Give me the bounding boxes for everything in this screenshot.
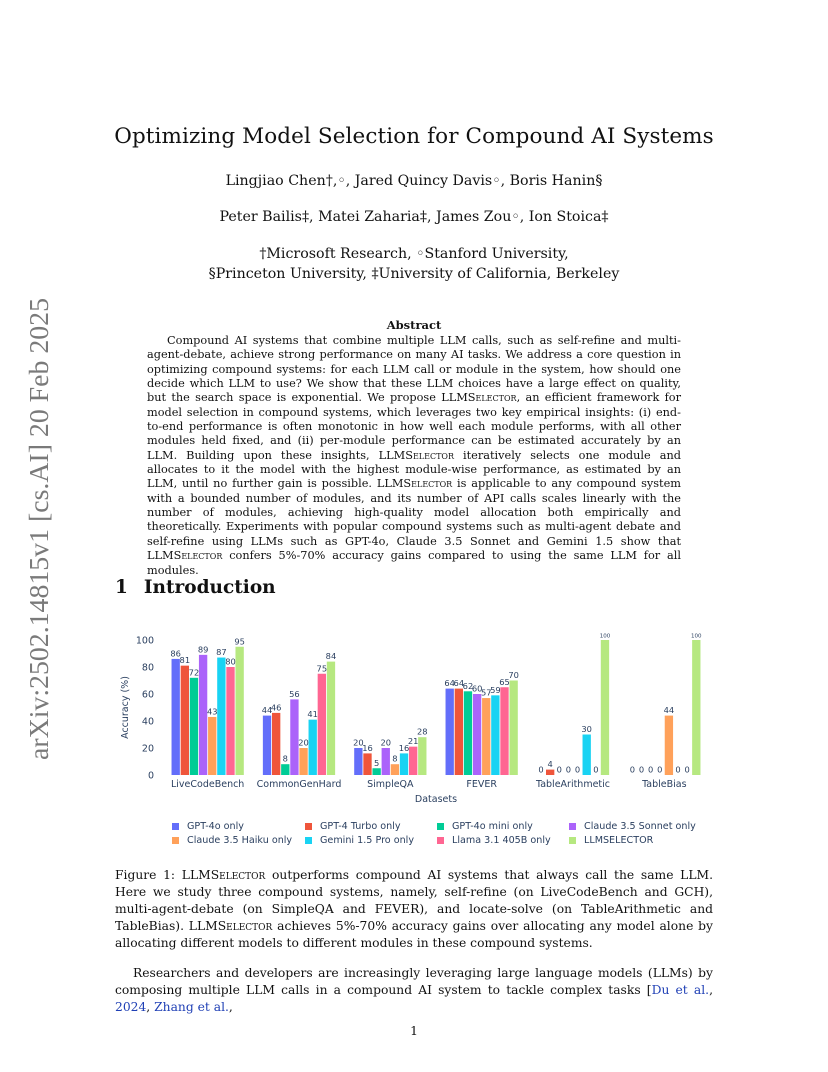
data-label: 64 (453, 678, 465, 689)
affiliations-line-1: †Microsoft Research, ◦Stanford University, (259, 246, 569, 262)
legend-swatch (305, 837, 312, 844)
data-label: 44 (261, 705, 273, 716)
figure-caption: Figure 1: LLMSelector outperforms compound AI systems that always call the same LLM. Here we study three compound systems, namely, self-refine (on LiveCodeBench and GCH), multi-agent-debate (on SimpleQA and FEVER), and locate-solve (on TableArithmetic and TableBias). LLMSelector achieves 5%-70% accuracy gains over allocating any model alone by allocating different models to different modules in these compound systems. (115, 868, 714, 950)
intro-paragraph: Researchers and developers are increasingly leveraging large language models (LLMs) by composing multiple LLM calls in a compound AI system to tackle complex tasks [Du et al., 2024, Zhang et al., (115, 966, 713, 1014)
data-label: 80 (225, 656, 236, 667)
data-label: 20 (353, 737, 364, 748)
legend-label: Gemini 1.5 Pro only (320, 835, 415, 846)
y-tick-label: 100 (135, 635, 154, 647)
bar-gpt-4o-mini-only (372, 768, 380, 775)
affiliations-line-2: §Princeton University, ‡University of California, Berkeley (208, 266, 620, 282)
data-label: 30 (581, 724, 592, 734)
y-tick-label: 0 (147, 770, 154, 782)
data-label: 0 (629, 764, 636, 775)
legend-item[interactable] (569, 821, 696, 832)
bar-llmselector (509, 681, 517, 776)
data-label: 8 (282, 753, 288, 764)
data-label: 72 (188, 667, 200, 678)
data-label: 43 (206, 706, 218, 717)
bar-gemini-1-5-pro-only (491, 695, 499, 775)
bar-gemini-1-5-pro-only (309, 720, 317, 775)
legend-item[interactable] (172, 821, 244, 832)
x-tick-label: FEVER (466, 779, 497, 790)
abstract-heading: Abstract (386, 318, 442, 332)
bar-gemini-1-5-pro-only (217, 658, 225, 775)
data-label: 64 (444, 678, 455, 689)
data-label: 89 (197, 644, 209, 655)
legend-item[interactable] (437, 835, 551, 846)
bar-claude-3-5-sonnet-only (473, 694, 481, 775)
bar-claude-3-5-sonnet-only (382, 748, 390, 775)
abstract-text: Compound AI systems that combine multiple LLM calls, such as self-refine and multi-agent-debate, achieve strong performance on many AI tasks. We address a core question in optimizing compound systems: for each LLM call or module in the system, how should one decide which LLM to use? We show that these LLM choices have a large effect on quality, but the search space is exponential. We propose LLMSelector, an efficient framework for model selection in compound systems, which leverages two key empirical insights: (i) end-to-end performance is often monotonic in how well each module performs, with all other modules held fixed, and (ii) per-module performance can be estimated accurately by an LLM. Building upon these insights, LLMSelector iteratively selects one module and allocates to it the model with the highest module-wise performance, as estimated by an LLM, until no further gain is possible. LLMSelector is applicable to any compound system with a bounded number of modules, and its number of API calls scales linearly with the number of modules, achieving high-quality model allocation both empirically and theoretically. Experiments with popular compound systems such as multi-agent debate and self-refine using LLMs such as GPT-4o, Claude 3.5 Sonnet and Gemini 1.5 show that LLMSelector confers 5%-70% accuracy gains compared to using the same LLM for all modules. (147, 334, 681, 577)
x-axis-label: Datasets (414, 794, 458, 805)
bar-gpt-4o-mini-only (464, 691, 472, 775)
legend-item[interactable] (305, 821, 401, 832)
data-label: 100 (599, 633, 611, 640)
data-label: 44 (663, 705, 675, 716)
data-label: 16 (398, 742, 410, 753)
arxiv-id-text: arXiv:2502.14815v1 [cs.AI] 20 Feb 2025 (24, 311, 54, 760)
citation-year-link[interactable]: 2024 (115, 1000, 147, 1014)
legend-label: GPT-4o mini only (452, 821, 533, 832)
legend-label: Llama 3.1 405B only (452, 835, 551, 846)
x-tick-label: CommonGenHard (256, 779, 342, 790)
legend-label: Claude 3.5 Haiku only (187, 835, 293, 846)
bar-claude-3-5-haiku-only (391, 764, 399, 775)
bar-gpt-4-turbo-only (546, 770, 554, 775)
x-tick-label: LiveCodeBench (170, 779, 245, 790)
data-label: 0 (638, 764, 645, 775)
legend-swatch (569, 837, 576, 844)
bar-llama-3-1-405b-only (409, 747, 417, 775)
bar-llmselector (327, 662, 335, 775)
bar-chart (112, 630, 712, 852)
data-label: 75 (316, 663, 328, 674)
data-label: 0 (647, 764, 654, 775)
legend-swatch (172, 823, 179, 830)
y-tick-label: 80 (141, 662, 154, 674)
data-label: 70 (508, 670, 519, 680)
data-label: 0 (574, 764, 581, 775)
data-label: 100 (691, 633, 702, 640)
legend-label: GPT-4 Turbo only (320, 821, 401, 832)
data-label: 0 (556, 764, 562, 775)
data-label: 28 (417, 726, 428, 737)
bar-gemini-1-5-pro-only (583, 735, 591, 776)
arxiv-identifier (18, 296, 58, 760)
legend-item[interactable] (569, 835, 653, 846)
bar-gpt-4-turbo-only (363, 753, 371, 775)
legend-swatch (172, 837, 179, 844)
section-heading-introduction (115, 577, 276, 598)
y-tick-label: 40 (141, 716, 154, 728)
bar-claude-3-5-haiku-only (208, 717, 216, 775)
data-label: 16 (362, 742, 373, 753)
bar-gemini-1-5-pro-only (400, 753, 408, 775)
section-title: Introduction (143, 577, 276, 598)
x-tick-label: TableArithmetic (535, 779, 611, 790)
data-label: 0 (657, 764, 663, 775)
legend-swatch (305, 823, 312, 830)
data-label: 0 (538, 764, 544, 775)
data-label: 87 (216, 647, 227, 658)
data-label: 0 (684, 764, 690, 775)
data-label: 95 (234, 636, 245, 647)
data-label: 60 (471, 683, 483, 694)
legend-item[interactable] (437, 821, 533, 832)
paper-title: Optimizing Model Selection for Compound AI Systems (114, 124, 714, 149)
data-label: 81 (179, 655, 191, 666)
y-tick-label: 20 (141, 743, 154, 755)
data-label: 46 (270, 702, 282, 713)
bar-llama-3-1-405b-only (226, 667, 234, 775)
x-tick-label: TableBias (642, 779, 687, 790)
bar-claude-3-5-haiku-only (665, 716, 673, 775)
bar-gpt-4o-only (446, 689, 454, 775)
data-label: 0 (593, 764, 599, 775)
bar-gpt-4o-mini-only (190, 678, 198, 775)
data-label: 65 (499, 676, 510, 687)
legend-label: GPT-4o only (187, 821, 244, 832)
bar-llama-3-1-405b-only (318, 674, 326, 775)
bar-llmselector (692, 640, 700, 775)
authors-line-1: Lingjiao Chen†,◦, Jared Quincy Davis◦, Boris Hanin§ (225, 173, 603, 189)
bar-gpt-4-turbo-only (272, 713, 280, 775)
citation-link[interactable]: Zhang et al. (154, 1000, 229, 1014)
bar-gpt-4o-only (172, 659, 180, 775)
bar-llmselector (418, 737, 426, 775)
legend-swatch (437, 837, 444, 844)
data-label: 57 (480, 687, 492, 698)
data-label: 20 (380, 737, 392, 748)
data-label: 86 (170, 648, 181, 659)
legend-swatch (437, 823, 444, 830)
citation-link[interactable]: Du et al. (651, 983, 710, 997)
bar-gpt-4-turbo-only (455, 689, 463, 775)
data-label: 62 (462, 680, 474, 691)
data-label: 0 (565, 764, 572, 775)
data-label: 0 (675, 764, 681, 775)
data-label: 84 (325, 651, 337, 662)
legend-swatch (569, 823, 576, 830)
data-label: 8 (392, 753, 398, 764)
y-axis-label: Accuracy (%) (120, 676, 131, 739)
bar-llama-3-1-405b-only (500, 687, 508, 775)
bar-llmselector (235, 647, 243, 775)
data-label: 56 (289, 688, 300, 699)
data-label: 4 (547, 759, 553, 770)
legend-item[interactable] (172, 835, 292, 846)
data-label: 21 (407, 736, 419, 747)
bar-gpt-4o-mini-only (281, 764, 289, 775)
figure-1-chart (112, 630, 712, 852)
data-label: 20 (298, 737, 309, 748)
data-label: 41 (307, 709, 318, 720)
authors-line-2: Peter Bailis‡, Matei Zaharia‡, James Zou◦, Ion Stoica‡ (219, 209, 609, 225)
section-number: 1 (115, 577, 128, 598)
legend-item[interactable] (305, 835, 414, 846)
page-number: 1 (410, 1024, 418, 1038)
bar-gpt-4o-only (263, 716, 271, 775)
data-label: 59 (490, 684, 501, 695)
bar-claude-3-5-haiku-only (482, 698, 490, 775)
y-tick-label: 60 (141, 689, 154, 701)
data-label: 5 (373, 757, 380, 768)
x-tick-label: SimpleQA (367, 779, 414, 790)
legend-label: LLMSELECTOR (584, 835, 654, 846)
bar-gpt-4-turbo-only (181, 666, 189, 775)
legend-label: Claude 3.5 Sonnet only (584, 821, 696, 832)
bar-claude-3-5-haiku-only (299, 748, 307, 775)
bar-llmselector (601, 640, 609, 775)
